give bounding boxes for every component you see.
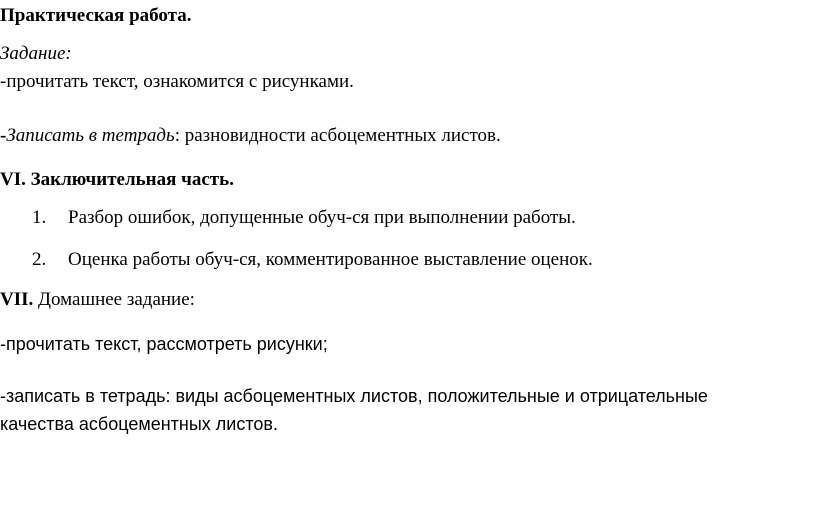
section-6-title-text: VI. Заключительная часть. <box>0 169 234 190</box>
list-number: 2. <box>32 249 47 270</box>
task-label <box>0 42 72 66</box>
homework-line-read: -прочитать текст, рассмотреть рисунки; <box>0 334 328 354</box>
task-line-read: -прочитать текст, ознакомится с рисунками. <box>0 71 354 92</box>
write-italic-text: Записать в тетрадь <box>6 125 175 146</box>
list-item <box>32 206 576 230</box>
document-title <box>0 4 191 28</box>
list-number: 1. <box>32 207 47 228</box>
title-text: Практическая работа. <box>0 5 192 26</box>
homework-line-write-cont: качества асбоцементных листов. <box>0 414 278 434</box>
section-7-heading <box>0 288 195 312</box>
task-line-write <box>0 124 501 148</box>
list-item-text: Разбор ошибок, допущенные обуч-ся при выполнении работы. <box>68 207 576 228</box>
homework-line-write: -записать в тетрадь: виды асбоцементных листов, положительные и отрицательные <box>0 386 708 406</box>
section-7-title-text: Домашнее задание: <box>33 289 195 310</box>
list-item <box>32 248 593 272</box>
write-rest-text: : разновидности асбоцементных листов. <box>174 125 501 146</box>
section-6-heading <box>0 168 234 192</box>
task-label-text: Задание: <box>0 43 72 64</box>
section-7-number: VII. <box>0 289 34 310</box>
list-item-text: Оценка работы обуч-ся, комментированное выставление оценок. <box>68 249 593 270</box>
dash-prefix: - <box>0 125 7 146</box>
